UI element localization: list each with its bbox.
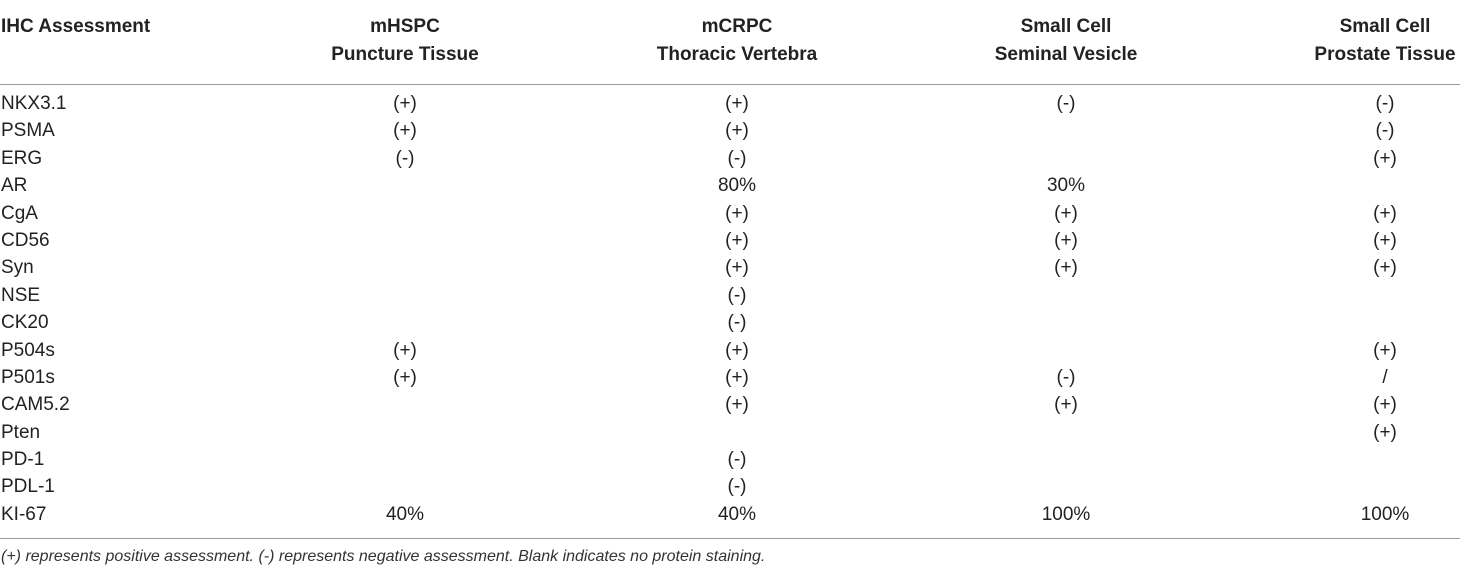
table-cell: (+)	[725, 339, 749, 361]
marker-name: NSE	[1, 284, 41, 306]
table-row	[0, 117, 1460, 144]
table-cell: (+)	[1373, 229, 1397, 251]
table-row	[0, 227, 1460, 254]
table-row	[0, 254, 1460, 281]
table-cell: (+)	[1373, 202, 1397, 224]
header-line: IHC Assessment	[1, 16, 151, 37]
marker-name: KI-67	[1, 503, 47, 525]
marker-name: CK20	[1, 312, 49, 334]
table-cell: 100%	[1041, 503, 1091, 525]
table-cell: /	[1382, 366, 1388, 388]
marker-name: CAM5.2	[1, 394, 70, 416]
marker-name: ERG	[1, 147, 43, 169]
table-cell: 80%	[717, 175, 757, 197]
marker-name: CgA	[1, 202, 38, 224]
header-line: Prostate Tissue	[1314, 44, 1456, 65]
header-line: Small Cell	[1339, 16, 1431, 37]
table-row	[0, 446, 1460, 473]
header-ihc-assessment	[1, 13, 150, 41]
table-cell: (+)	[725, 202, 749, 224]
table-cell: (-)	[727, 147, 747, 169]
table-row	[0, 90, 1460, 117]
marker-name: PSMA	[1, 120, 55, 142]
table-cell: (+)	[393, 93, 417, 114]
bottom-divider	[0, 538, 1460, 539]
table-body	[0, 90, 1460, 528]
marker-name: CD56	[1, 229, 50, 251]
table-row	[0, 282, 1460, 309]
table-cell: 40%	[385, 503, 425, 525]
header-small-cell-seminal	[995, 13, 1138, 69]
table-cell: (-)	[1375, 120, 1395, 142]
header-line: Small Cell	[1020, 16, 1112, 37]
table-cell: 40%	[717, 503, 757, 525]
header-line: Puncture Tissue	[331, 44, 479, 65]
footnote: (+) represents positive assessment. (-) represents negative assessment. Blank indicates no protein staining.	[1, 548, 766, 565]
marker-name: P501s	[1, 366, 55, 388]
table-row	[0, 473, 1460, 500]
marker-name: Pten	[1, 421, 41, 443]
table-cell: (+)	[725, 93, 749, 114]
table-cell: (+)	[725, 394, 749, 416]
marker-name: PDL-1	[1, 476, 55, 498]
table-cell: (-)	[1375, 93, 1395, 114]
table-row	[0, 501, 1460, 528]
table-cell: (+)	[1054, 202, 1078, 224]
table-header	[0, 0, 1460, 80]
table-row	[0, 419, 1460, 446]
table-cell: 100%	[1360, 503, 1410, 525]
marker-name: PD-1	[1, 449, 45, 471]
table-cell: (+)	[1373, 147, 1397, 169]
table-cell: (+)	[393, 339, 417, 361]
table-cell: (+)	[1373, 339, 1397, 361]
table-cell: 30%	[1046, 175, 1086, 197]
marker-name: Syn	[1, 257, 34, 279]
table-cell: (-)	[727, 312, 747, 334]
header-line: Seminal Vesicle	[994, 44, 1138, 65]
table-cell: (+)	[1373, 257, 1397, 279]
header-small-cell-prostate	[1314, 13, 1455, 69]
table-row	[0, 309, 1460, 336]
table-cell: (+)	[1373, 394, 1397, 416]
table-cell: (-)	[395, 147, 415, 169]
table-cell: (+)	[725, 257, 749, 279]
header-mhspc	[331, 13, 478, 69]
table-row	[0, 145, 1460, 172]
header-mcrpc	[657, 13, 818, 69]
marker-name: AR	[1, 175, 28, 197]
table-row	[0, 200, 1460, 227]
header-line: mHSPC	[370, 16, 440, 37]
table-row	[0, 364, 1460, 391]
table-row	[0, 337, 1460, 364]
table-cell: (-)	[1056, 366, 1076, 388]
table-cell: (+)	[725, 120, 749, 142]
table-cell: (+)	[393, 120, 417, 142]
table-cell: (+)	[393, 366, 417, 388]
header-line: Thoracic Vertebra	[656, 44, 818, 65]
table-cell: (+)	[1054, 394, 1078, 416]
table-cell: (+)	[725, 366, 749, 388]
table-row	[0, 172, 1460, 199]
table-cell: (-)	[727, 449, 747, 471]
table-cell: (+)	[1054, 257, 1078, 279]
marker-name: NKX3.1	[1, 93, 67, 114]
header-line: mCRPC	[701, 16, 773, 37]
table-cell: (-)	[727, 476, 747, 498]
table-cell: (-)	[1056, 93, 1076, 114]
table-cell: (+)	[1054, 229, 1078, 251]
table-row	[0, 391, 1460, 418]
table-cell: (+)	[1373, 421, 1397, 443]
header-divider	[0, 84, 1460, 85]
table-cell: (-)	[727, 284, 747, 306]
table-cell: (+)	[725, 229, 749, 251]
marker-name: P504s	[1, 339, 55, 361]
